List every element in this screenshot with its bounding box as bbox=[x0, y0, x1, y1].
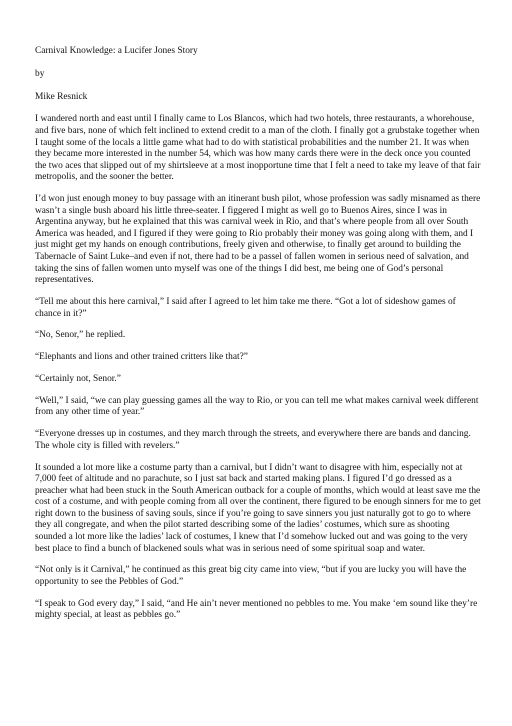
paragraph: “Everyone dresses up in costumes, and they march through the streets, and everywhere there are bands and dancing. The whole city is filled with revelers.” bbox=[35, 429, 471, 451]
paragraph: “Not only is it Carnival,” he continued as this great big city came into view, “but if you are lucky you will have the opportunity to see the Pebbles of God.” bbox=[35, 565, 467, 588]
document-page bbox=[35, 46, 483, 622]
document-author: Mike Resnick bbox=[35, 91, 88, 102]
paragraph: I’d won just enough money to buy passage with an itinerant bush pilot, whose profession was sadly misnamed as there wasn’t a single bush aboard his little three-seater. I figgered I might as well go to Buenos Aires, since I was in Argentina anyway, but he explained that this was carnival week in Rio, and that’s where people from all over South America was headed, and I figured if they were going to Rio probably their money was going along with them, and I just might get my hands on enough contributions, freely given and otherwise, to finally get around to building the Tabernacle of Saint Luke–and even if not, there had to be a passel of fallen women in serious need of salvation, and taking the sins of fallen women unto myself was one of the things I did best, me being one of God’s personal representatives. bbox=[35, 194, 481, 286]
paragraph: “Well,” I said, “we can play guessing games all the way to Rio, or you can tell me what makes carnival week different from any other time of year.” bbox=[35, 395, 479, 418]
paragraph: “Certainly not, Senor.” bbox=[35, 373, 121, 384]
paragraph: I wandered north and east until I finally came to Los Blancos, which had two hotels, three restaurants, a whorehouse, and five bars, none of which felt inclined to extend credit to a man of the cloth. I finally got a grubstake together when I taught some of the locals a little game what had to do with statistical probabilities and the number 21. It was when they became more interested in the number 54, which was how many cards there were in the deck once you counted the two aces that slipped out of my shirtsleeve at a most inopportune time that I felt a need to take my leave of that fair metropolis, and the sooner the better. bbox=[35, 114, 481, 183]
paragraph: “Tell me about this here carnival,” I said after I agreed to let him take me there. “Got a lot of sideshow games of chance in it?” bbox=[35, 297, 456, 319]
document-byline: by bbox=[35, 68, 45, 79]
document-title: Carnival Knowledge: a Lucifer Jones Story bbox=[35, 46, 198, 56]
paragraph: It sounded a lot more like a costume party than a carnival, but I didn’t want to disagree with him, especially not at 7,000 feet of altitude and no parachute, so I just sat back and started making plans. I figured I’d go dressed as a preacher what had been stuck in the South American outback for a couple of months, which would at least save me the cost of a costume, and with people coming from all over the continent, there figured to be enough sinners for me to get right down to the business of saving souls, since if you’re going to save sinners you just naturally got to go to where they all congregate, and when the pilot started describing some of the ladies’ costumes, which sure as shooting sounded a lot more like the ladies’ lack of costumes, I knew that I’d somehow lucked out and was going to the very best place to find a bunch of blackened souls what was in serious need of some spiritual soap and water. bbox=[35, 462, 481, 554]
paragraph: “I speak to God every day,” I said, “and He ain’t never mentioned no pebbles to me. You make ‘em sound like they’re mighty special, at least as pebbles go.” bbox=[35, 598, 478, 621]
paragraph: “Elephants and lions and other trained critters like that?” bbox=[35, 352, 248, 363]
paragraph: “No, Senor,” he replied. bbox=[35, 330, 126, 341]
